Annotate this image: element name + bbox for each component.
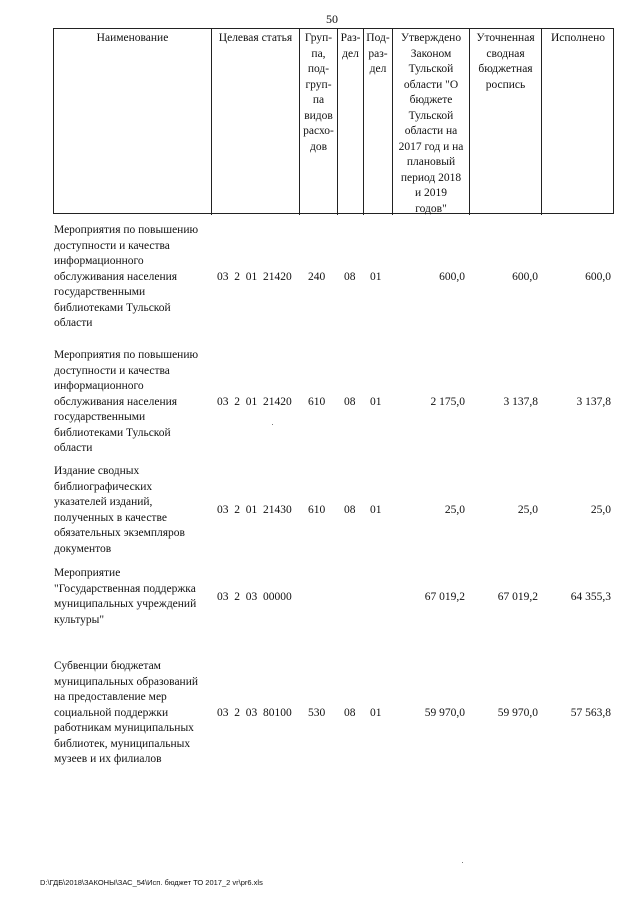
row-subsection: 01 xyxy=(370,504,382,516)
row-approved: 25,0 xyxy=(444,504,465,516)
row-name: Мероприятия по повышению доступности и качества информационного обслуживания населения государственными библиотеками Тульской области xyxy=(54,224,199,329)
row-subsection: 01 xyxy=(370,396,382,408)
row-group: 610 xyxy=(308,504,326,516)
row-approved: 2 175,0 xyxy=(430,396,465,408)
row-revised: 3 137,8 xyxy=(503,396,538,408)
row-code: 03 2 01 21420 xyxy=(217,271,292,283)
row-name: Мероприятие "Государственная поддержка муниципальных учреждений культуры" xyxy=(54,567,197,626)
row-code: 03 2 01 21420 xyxy=(217,396,292,408)
row-name: Издание сводных библиографических указателей изданий, полученных в качестве обязательных экземпляров документов xyxy=(54,465,185,555)
row-section: 08 xyxy=(344,504,356,516)
row-name: Мероприятия по повышению доступности и качества информационного обслуживания населения государственными библиотеками Тульской области xyxy=(54,349,199,454)
header-group: Груп- па, под- груп- па видов расхо- дов xyxy=(300,29,338,215)
row-group: 240 xyxy=(308,271,326,283)
row-revised: 25,0 xyxy=(517,504,538,516)
scan-speck xyxy=(272,424,273,425)
header-name: Наименование xyxy=(54,29,212,215)
row-section: 08 xyxy=(344,396,356,408)
table-row xyxy=(53,659,614,769)
table-row xyxy=(53,223,614,333)
row-executed: 25,0 xyxy=(590,504,611,516)
page-number: 50 xyxy=(326,12,338,26)
row-revised: 59 970,0 xyxy=(497,707,538,719)
row-executed: 3 137,8 xyxy=(576,396,611,408)
row-revised: 67 019,2 xyxy=(497,591,538,603)
row-group: 610 xyxy=(308,396,326,408)
row-code: 03 2 03 00000 xyxy=(217,591,292,603)
header-subsection: Под- раз- дел xyxy=(364,29,393,215)
row-executed: 600,0 xyxy=(585,271,611,283)
row-section: 08 xyxy=(344,707,356,719)
table-header xyxy=(53,28,614,214)
header-target: Целевая статья xyxy=(212,29,300,215)
row-executed: 64 355,3 xyxy=(570,591,611,603)
table-row xyxy=(53,566,614,630)
row-code: 03 2 01 21430 xyxy=(217,504,292,516)
row-subsection: 01 xyxy=(370,707,382,719)
row-subsection: 01 xyxy=(370,271,382,283)
header-revised: Уточненная сводная бюджетная роспись xyxy=(470,29,542,215)
file-path-footer: D:\ГДБ\2018\ЗАКОНЫ\ЗАС_54\Исп. бюджет ТО 2017_2 vr\pr6.xls xyxy=(40,878,263,887)
row-name: Субвенции бюджетам муниципальных образований на предоставление мер социальной поддержки работникам муниципальных библиотек, муниципальных музеев и их филиалов xyxy=(54,660,199,765)
row-group: 530 xyxy=(308,707,326,719)
row-approved: 600,0 xyxy=(439,271,465,283)
table-row xyxy=(53,348,614,458)
row-approved: 67 019,2 xyxy=(424,591,465,603)
row-section: 08 xyxy=(344,271,356,283)
row-code: 03 2 03 80100 xyxy=(217,707,292,719)
row-revised: 600,0 xyxy=(512,271,538,283)
header-approved: Утверждено Законом Тульской области "О бюджете Тульской области на 2017 год и на плановый период 2018 и 2019 годов" xyxy=(393,29,470,215)
header-section: Раз- дел xyxy=(338,29,364,215)
row-executed: 57 563,8 xyxy=(570,707,611,719)
row-approved: 59 970,0 xyxy=(424,707,465,719)
table-row xyxy=(53,464,614,558)
scan-speck xyxy=(462,862,463,863)
header-executed: Исполнено xyxy=(550,32,606,44)
